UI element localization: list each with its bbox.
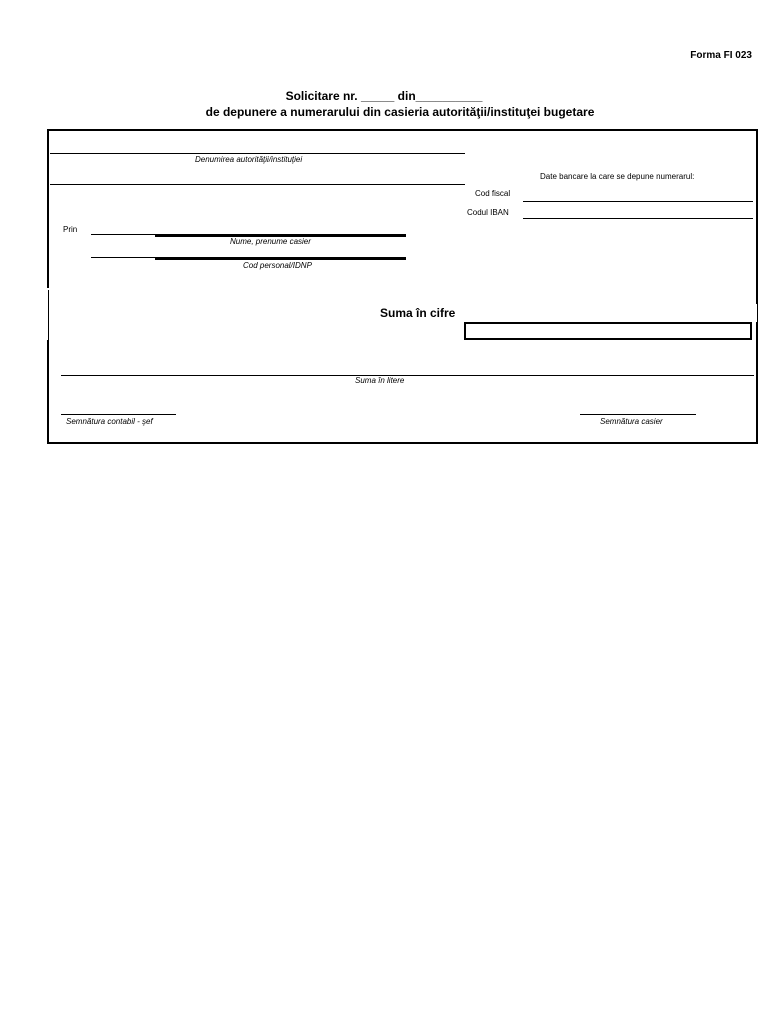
via-label: Prin	[63, 225, 78, 234]
personal-code-underline	[155, 258, 406, 260]
institution-line-1	[50, 153, 465, 154]
accountant-signature-caption: Semnătura contabil - şef	[66, 417, 153, 426]
bank-data-heading: Date bancare la care se depune numerarul:	[540, 172, 695, 181]
iban-field[interactable]	[523, 218, 753, 219]
institution-line-2	[50, 184, 465, 185]
fiscal-code-label: Cod fiscal	[475, 189, 511, 198]
cashier-signature-caption: Semnătura casier	[600, 417, 663, 426]
form-subtitle: de depunere a numerarului din casieria autorităţii/instituţei bugetare	[205, 105, 595, 119]
cashier-signature-field[interactable]	[580, 414, 696, 415]
accountant-signature-field[interactable]	[61, 414, 176, 415]
cashier-name-caption: Nume, prenume casier	[230, 237, 311, 246]
institution-caption: Denumirea autorităţii/instituţiei	[195, 155, 303, 164]
frame-gap-right	[753, 304, 757, 322]
personal-code-caption: Cod personal/IDNP	[243, 261, 312, 270]
form-title: Solicitare nr. _____ din__________	[285, 89, 483, 103]
form-code: Forma FI 023	[690, 50, 752, 61]
iban-label: Codul IBAN	[467, 208, 509, 217]
sum-words-caption: Suma în litere	[355, 376, 405, 385]
fiscal-code-field[interactable]	[523, 201, 753, 202]
frame-gap-left-line	[48, 290, 49, 340]
sum-words-field[interactable]	[61, 375, 754, 376]
sum-digits-field[interactable]	[464, 322, 752, 340]
sum-digits-label: Suma în cifre	[380, 306, 456, 320]
